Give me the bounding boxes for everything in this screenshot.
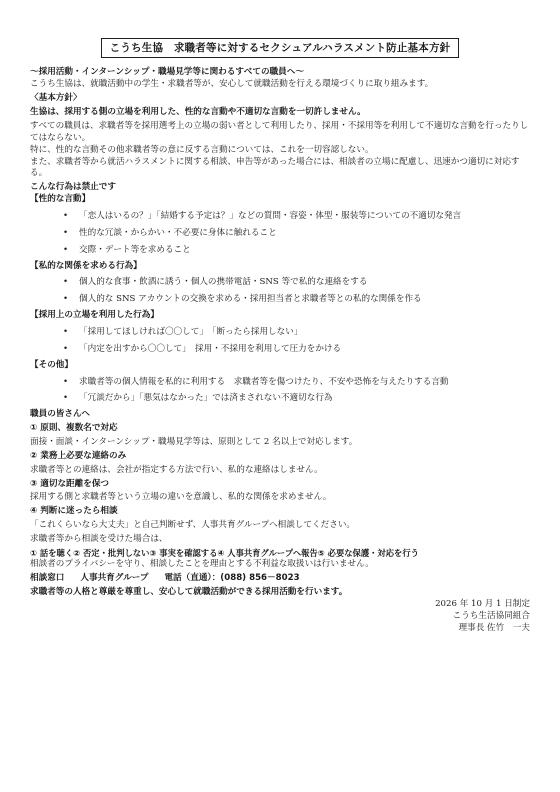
bullet-icon: • <box>63 393 69 404</box>
category-list <box>30 277 530 306</box>
list-item: • 個人的な SNS アカウントの交換を求める・採用担当者と求職者等との私的な関係を作る <box>63 294 422 305</box>
principle-3 <box>30 479 530 505</box>
scope-line: ～採用活動・インターンシップ・職場見学等に関わるすべての職員へ～ <box>30 67 304 78</box>
bullet-icon: • <box>63 343 69 354</box>
principle-text: 求職者等との連絡は、会社が指定する方法で行い、私的な連絡はしません。 <box>30 464 323 475</box>
list-item: • 交際・デート等を求めること <box>63 244 191 255</box>
list-item: • 個人的な食事・飲酒に誘う・個人の携帯電話・SNS 等で私的な連絡をする <box>63 277 368 288</box>
category-list <box>30 211 530 257</box>
contact-line <box>30 573 530 585</box>
contact-group: 人事共育グループ <box>80 573 149 584</box>
chairperson: 理事長 佐竹 一夫 <box>458 622 530 633</box>
basic-policy-heading: 〈基本方針〉 <box>30 93 82 104</box>
principle-heading: ② 業務上必要な連絡のみ <box>30 450 127 461</box>
list-item: • 「採用してほしければ〇〇して」 「断ったら採用しない」 <box>63 326 303 337</box>
enactment-date: 2026 年 10 月 1 日制定 <box>435 598 530 609</box>
list-item: • 求職者等の個人情報を私的に利用する 求職者等を傷つけたり、不安や恐怖を与えたりする言動 <box>63 376 449 387</box>
privacy-note: 相談者のプライバシーを守り、相談したことを理由とする不利益な取扱いは行いません。 <box>30 559 374 570</box>
closing-statement: 求職者等の人格と尊厳を尊重し、安心して就職活動ができる採用活動を行います。 <box>30 587 348 597</box>
basic-policy-paragraph-2: 特に、性的な言動その他求職者等の意に反する言動については、これを一切容認しない。 <box>30 144 374 155</box>
contact-label: 相談窓口 <box>30 573 65 584</box>
consult-intro: 求職者等から相談を受けた場合は、 <box>30 533 168 544</box>
staff-heading: 職員の皆さんへ <box>30 409 90 420</box>
principle-heading: ① 原則、複数名で対応 <box>30 423 118 434</box>
bullet-icon: • <box>63 244 69 255</box>
category-position <box>30 310 530 356</box>
category-heading: 【私的な関係を求める行為】 <box>30 260 142 271</box>
basic-policy-paragraph-1: すべての職員は、求職者等を採用選考上の立場の弱い者として利用したり、採用・不採用等を利用して不適切な言動を行ったりしてはならない。 <box>30 120 529 143</box>
principle-1 <box>30 423 530 449</box>
bullet-icon: • <box>63 376 69 387</box>
category-list <box>30 377 530 406</box>
principle-heading: ④ 判断に迷ったら相談 <box>30 506 118 517</box>
category-heading: 【採用上の立場を利用した行為】 <box>30 310 159 321</box>
category-heading: 【その他】 <box>30 359 73 370</box>
bullet-icon: • <box>63 277 69 288</box>
list-item: • 「内定を出すから〇〇して」 採用・不採用を利用して圧力をかける <box>63 343 342 354</box>
list-item: • 性的な冗談・からかい・不必要に身体に触れること <box>63 227 277 238</box>
contact-phone: 電話（直通）：(088) 856－8023 <box>164 573 300 584</box>
title-block <box>30 38 530 58</box>
document-title: こうち生協 求職者等に対するセクシュアルハラスメント防止基本方針 <box>101 38 460 58</box>
basic-policy-paragraph-3: また、求職者等から就活ハラスメントに関する相談、申告等があった場合には、相談者の立場に配慮し、迅速かつ適切に対応する。 <box>30 156 520 179</box>
category-heading: 【性的な言動】 <box>30 194 91 205</box>
response-steps: ① 話を聴く② 否定・批判しない③ 事実を確認する④ 人事共育グループへ報告⑤ 必要な保護・対応を行う <box>30 547 419 558</box>
list-item: • 「冗談だから」「悪気はなかった」では済まされない不適切な行為 <box>63 393 333 404</box>
bullet-icon: • <box>63 326 69 337</box>
category-list <box>30 327 530 356</box>
list-item: • 「恋人はいるの？」「結婚する予定は？」などの質問・容姿・体型・服装等についての不適切な発言 <box>63 210 462 221</box>
bullet-icon: • <box>63 227 69 238</box>
category-private <box>30 261 530 307</box>
bullet-icon: • <box>63 210 69 221</box>
principle-2 <box>30 451 530 477</box>
principle-heading: ③ 適切な距離を保つ <box>30 478 110 489</box>
prohibited-heading: こんな行為は禁止です <box>30 182 116 193</box>
principle-text: 面接・面談・インターンシップ・職場見学等は、原則として 2 名以上で対応します。 <box>30 436 358 447</box>
policy-document <box>30 38 530 634</box>
principle-4 <box>30 506 530 532</box>
principle-text: 採用する側と求職者等という立場の違いを意識し、私的な関係を求めません。 <box>30 492 332 503</box>
basic-policy-lead: 生協は、採用する側の立場を利用した、性的な言動や不適切な言動を一切許しません。 <box>30 107 366 118</box>
bullet-icon: • <box>63 294 69 305</box>
principle-text: 「これくらいなら大丈夫」と自己判断せず、人事共育グループへ相談してください。 <box>30 520 356 531</box>
organization-name: こうち生活協同組合 <box>452 610 530 621</box>
intro-text: こうち生協は、就職活動中の学生・求職者等が、安心して就職活動を行える環境づくりに取り組みます。 <box>30 79 434 90</box>
category-other <box>30 360 530 406</box>
category-sexual <box>30 194 530 256</box>
